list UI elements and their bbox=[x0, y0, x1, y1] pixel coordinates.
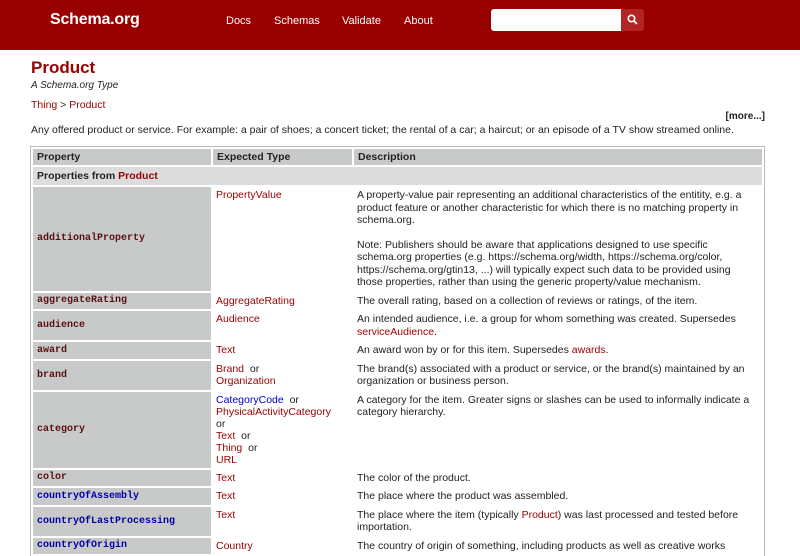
property-description: The brand(s) associated with a product or service, or the brand(s) maintained by an organization or business person. bbox=[357, 362, 745, 387]
expected-type bbox=[213, 470, 352, 487]
expected-type bbox=[213, 187, 352, 291]
header-expected-type: Expected Type bbox=[213, 149, 352, 165]
type-link[interactable]: Text bbox=[216, 490, 236, 502]
search-input[interactable] bbox=[491, 9, 621, 31]
property-name[interactable]: countryOfAssembly bbox=[33, 488, 211, 505]
page-subtitle: A Schema.org Type bbox=[31, 80, 119, 91]
header-description: Description bbox=[354, 149, 762, 165]
breadcrumb-thing[interactable]: Thing bbox=[31, 99, 58, 111]
description-text: An intended audience, i.e. a group for whom something was created. Supersedes bbox=[357, 313, 736, 325]
description-note: Note: Publishers should be aware that applications designed to use specific schema.org properties (e.g. https://schema.org/width, https://schema.org/color, https://schema.org/gtin13, ...) will typically expect such data to be provided using those properties, rather than using the generic property/value mechanism. bbox=[357, 238, 731, 288]
table-row bbox=[33, 538, 762, 555]
type-link[interactable]: Country bbox=[216, 539, 253, 552]
header-property: Property bbox=[33, 149, 211, 165]
table-row bbox=[33, 470, 762, 487]
description-text: The place where the item (typically bbox=[357, 508, 522, 521]
property-name[interactable]: additionalProperty bbox=[33, 187, 211, 291]
or-separator: or bbox=[289, 393, 299, 406]
table-header-row bbox=[33, 149, 762, 165]
property-description bbox=[354, 311, 762, 340]
description-text: An award won by or for this item. Supersedes bbox=[357, 344, 572, 356]
description-paragraph: A property-value pair representing an additional characteristics of the entitity, e.g. a product feature or another characteristic for which there is no matching property in schema.org. bbox=[357, 189, 742, 226]
table-row bbox=[33, 342, 762, 359]
description-tail: ) was last processed and tested before importation. bbox=[357, 508, 739, 533]
property-description bbox=[354, 342, 762, 359]
section-prefix: Properties from bbox=[37, 170, 119, 182]
property-name[interactable]: category bbox=[33, 392, 211, 468]
property-description: The overall rating, based on a collection of reviews or ratings, of the item. bbox=[357, 294, 698, 307]
property-name[interactable]: audience bbox=[33, 311, 211, 340]
table-row bbox=[33, 392, 762, 468]
expected-type bbox=[213, 342, 352, 359]
property-description bbox=[354, 187, 762, 291]
expected-type bbox=[213, 392, 352, 468]
product-link[interactable]: Product bbox=[521, 508, 558, 521]
expected-type bbox=[213, 538, 352, 555]
top-navigation-bar bbox=[0, 0, 800, 50]
nav-about[interactable]: About bbox=[404, 15, 433, 27]
property-name[interactable]: aggregateRating bbox=[33, 293, 211, 310]
type-link[interactable]: Text bbox=[216, 508, 236, 521]
expected-type bbox=[213, 488, 352, 505]
or-separator: or bbox=[216, 417, 226, 430]
properties-table bbox=[31, 147, 764, 556]
property-description: The color of the product. bbox=[357, 471, 471, 484]
expected-type bbox=[213, 507, 352, 536]
or-separator: or bbox=[248, 441, 258, 454]
site-logo[interactable]: Schema.org bbox=[50, 11, 140, 28]
page-title: Product bbox=[31, 58, 96, 77]
supersedes-link[interactable]: serviceAudience bbox=[357, 325, 435, 338]
nav-docs[interactable]: Docs bbox=[226, 15, 252, 27]
type-link[interactable]: Audience bbox=[216, 313, 260, 325]
section-type-link[interactable]: Product bbox=[118, 170, 158, 182]
expected-type bbox=[213, 311, 352, 340]
property-name[interactable]: countryOfOrigin bbox=[33, 538, 211, 555]
section-row bbox=[33, 167, 762, 185]
type-link[interactable]: Text bbox=[216, 471, 236, 484]
table-row bbox=[33, 311, 762, 340]
nav-schemas[interactable]: Schemas bbox=[274, 15, 320, 27]
expected-type bbox=[213, 361, 352, 390]
breadcrumb-product[interactable]: Product bbox=[69, 99, 106, 111]
type-link[interactable]: Thing bbox=[216, 441, 243, 454]
type-link[interactable]: Text bbox=[216, 344, 236, 356]
property-name[interactable]: award bbox=[33, 342, 211, 359]
property-name[interactable]: countryOfLastProcessing bbox=[33, 507, 211, 536]
property-name[interactable]: color bbox=[33, 470, 211, 487]
table-row bbox=[33, 361, 762, 390]
search-icon bbox=[627, 14, 638, 25]
type-link[interactable]: CategoryCode bbox=[216, 393, 284, 406]
property-description: A category for the item. Greater signs or slashes can be used to informally indicate a category hierarchy. bbox=[357, 393, 750, 418]
description-tail: . bbox=[434, 325, 437, 338]
type-link[interactable]: AggregateRating bbox=[216, 294, 295, 307]
type-link[interactable]: URL bbox=[216, 453, 238, 466]
property-description: The country of origin of something, including products as well as creative works bbox=[357, 539, 726, 552]
more-link[interactable]: [more...] bbox=[725, 111, 765, 122]
type-link[interactable]: Organization bbox=[216, 374, 276, 387]
type-description: Any offered product or service. For example: a pair of shoes; a concert ticket; the rental of a car; a haircut; or an episode of a TV show streamed online. bbox=[31, 124, 734, 136]
breadcrumb-separator: > bbox=[57, 99, 70, 111]
supersedes-link[interactable]: awards bbox=[571, 344, 606, 356]
property-name[interactable]: brand bbox=[33, 361, 211, 390]
table-row bbox=[33, 293, 762, 310]
nav-validate[interactable]: Validate bbox=[342, 15, 381, 27]
or-separator: or bbox=[249, 362, 260, 375]
type-link[interactable]: PhysicalActivityCategory bbox=[216, 405, 331, 418]
property-description bbox=[354, 507, 762, 536]
property-description: The place where the product was assembled. bbox=[357, 490, 569, 502]
search-button[interactable] bbox=[621, 9, 644, 31]
section-heading bbox=[33, 167, 762, 185]
description-tail: . bbox=[605, 344, 609, 356]
type-link[interactable]: PropertyValue bbox=[216, 189, 282, 201]
table-row bbox=[33, 187, 762, 291]
or-separator: or bbox=[241, 429, 251, 442]
table-row bbox=[33, 507, 762, 536]
expected-type bbox=[213, 293, 352, 310]
table-row bbox=[33, 488, 762, 505]
type-link[interactable]: Brand bbox=[216, 362, 245, 375]
type-link[interactable]: Text bbox=[216, 429, 236, 442]
breadcrumb bbox=[31, 99, 105, 111]
